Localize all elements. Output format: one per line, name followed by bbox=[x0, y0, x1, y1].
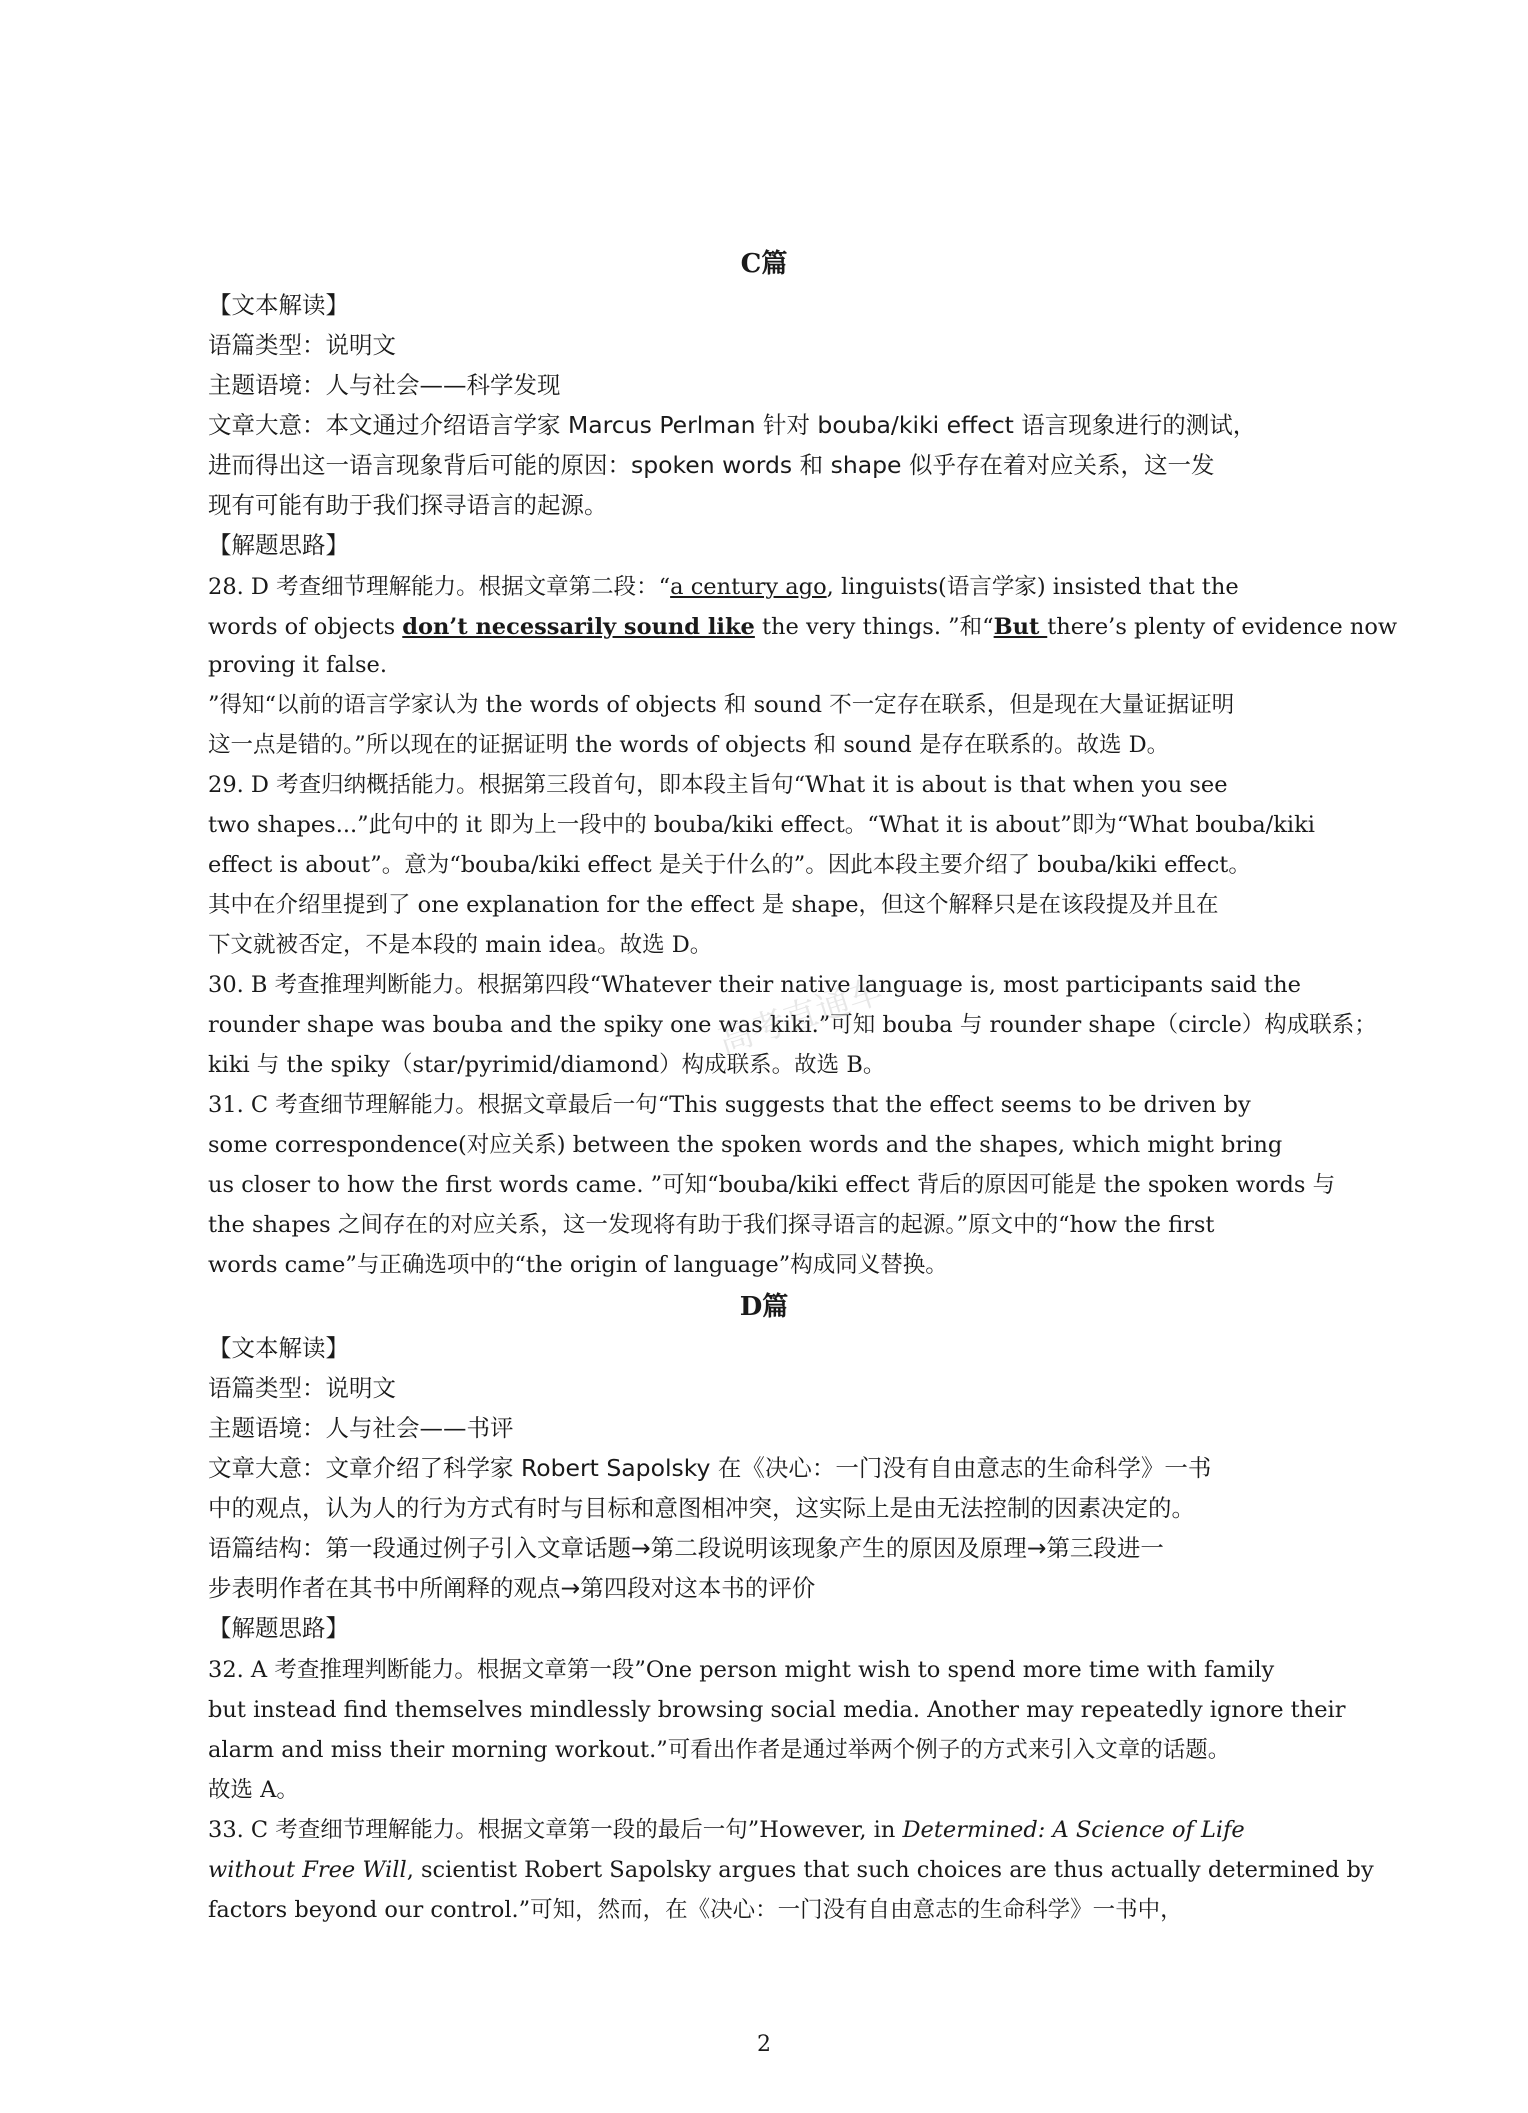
summary-line: 现有可能有助于我们探寻语言的起源。 bbox=[208, 491, 608, 519]
structure-line: 步表明作者在其书中所阐释的观点→第四段对这本书的评价 bbox=[208, 1574, 816, 1602]
text-interpretation-label: 【文本解读】 bbox=[208, 1334, 349, 1362]
q31-line: 31. C 考查细节理解能力。根据文章最后一句“This suggests that the effect seems to be driven by bbox=[208, 1092, 1251, 1118]
summary-line: 文章大意：本文通过介绍语言学家 Marcus Perlman 针对 bouba/kiki effect 语言现象进行的测试， bbox=[208, 411, 1257, 439]
summary-line: 进而得出这一语言现象背后可能的原因：spoken words 和 shape 似乎存在着对应关系，这一发 bbox=[208, 451, 1215, 479]
q32-line: but instead find themselves mindlessly browsing social media. Another may repeatedly ignore their bbox=[208, 1697, 1346, 1723]
q28-line: 28. D 考查细节理解能力。根据文章第二段：“a century ago, linguists(语言学家) insisted that the bbox=[208, 574, 1239, 600]
q31-line: us closer to how the first words came. ”可知“bouba/kiki effect 背后的原因可能是 the spoken words 与 bbox=[208, 1172, 1336, 1198]
q29-line: two shapes...”此句中的 it 即为上一段中的 bouba/kiki effect。“What it is about”即为“What bouba/kiki bbox=[208, 812, 1315, 838]
q28-line: ”得知“以前的语言学家认为 the words of objects 和 sound 不一定存在联系，但是现在大量证据证明 bbox=[208, 692, 1235, 718]
structure-line: 语篇结构：第一段通过例子引入文章话题→第二段说明该现象产生的原因及原理→第三段进一 bbox=[208, 1534, 1164, 1562]
q29-line: 29. D 考查归纳概括能力。根据第三段首句，即本段主旨句“What it is about is that when you see bbox=[208, 772, 1228, 798]
q30-line: kiki 与 the spiky（star/pyrimid/diamond）构成联系。故选 B。 bbox=[208, 1052, 886, 1078]
text-interpretation-label: 【文本解读】 bbox=[208, 291, 349, 319]
q29-line: effect is about”。意为“bouba/kiki effect 是关于什么的”。因此本段主要介绍了 bouba/kiki effect。 bbox=[208, 852, 1251, 878]
genre-line: 语篇类型：说明文 bbox=[208, 1374, 396, 1402]
genre-line: 语篇类型：说明文 bbox=[208, 331, 396, 359]
q32-line: 32. A 考查推理判断能力。根据文章第一段”One person might wish to spend more time with family bbox=[208, 1657, 1275, 1683]
quote-underline-bold: But bbox=[993, 614, 1048, 640]
quote-underline: a century ago bbox=[670, 574, 827, 600]
q31-line: words came”与正确选项中的“the origin of language”构成同义替换。 bbox=[208, 1252, 948, 1278]
watermark-logo: 高考直通车 bbox=[713, 971, 888, 1062]
section-c-heading: C篇 bbox=[740, 249, 788, 279]
theme-line: 主题语境：人与社会——书评 bbox=[208, 1414, 514, 1442]
q32-line: 故选 A。 bbox=[208, 1777, 299, 1803]
q31-line: the shapes 之间存在的对应关系，这一发现将有助于我们探寻语言的起源。”原文中的“how the first bbox=[208, 1212, 1215, 1238]
q30-line: 30. B 考查推理判断能力。根据第四段“Whatever their native language is, most participants said the bbox=[208, 972, 1301, 998]
summary-line: 文章大意：文章介绍了科学家 Robert Sapolsky 在《决心：一门没有自由意志的生命科学》一书 bbox=[208, 1454, 1212, 1482]
q33-line: factors beyond our control.”可知，然而，在《决心：一门没有自由意志的生命科学》一书中， bbox=[208, 1897, 1183, 1923]
book-title: without Free Will bbox=[208, 1857, 407, 1883]
q30-line: rounder shape was bouba and the spiky one was kiki.”可知 bouba 与 rounder shape（circle）构成联系； bbox=[208, 1012, 1377, 1038]
theme-line: 主题语境：人与社会——科学发现 bbox=[208, 371, 561, 399]
q28-line: words of objects don’t necessarily sound like the very things. ”和“But there’s plenty of evidence now bbox=[208, 614, 1398, 640]
q28-line: 这一点是错的。”所以现在的证据证明 the words of objects 和 sound 是存在联系的。故选 D。 bbox=[208, 732, 1170, 758]
q33-line: without Free Will, scientist Robert Sapolsky argues that such choices are thus actually determined by bbox=[208, 1857, 1374, 1883]
book-title: Determined: A Science of Life bbox=[902, 1817, 1245, 1843]
page-number: 2 bbox=[757, 2032, 771, 2057]
q29-line: 其中在介绍里提到了 one explanation for the effect 是 shape，但这个解释只是在该段提及并且在 bbox=[208, 892, 1219, 918]
q32-line: alarm and miss their morning workout.”可看出作者是通过举两个例子的方式来引入文章的话题。 bbox=[208, 1737, 1231, 1763]
q29-line: 下文就被否定，不是本段的 main idea。故选 D。 bbox=[208, 932, 713, 958]
quote-underline-bold: don’t necessarily sound like bbox=[402, 614, 755, 640]
q28-line: proving it false. bbox=[208, 652, 388, 678]
q31-line: some correspondence(对应关系) between the spoken words and the shapes, which might bring bbox=[208, 1132, 1283, 1158]
solution-label: 【解题思路】 bbox=[208, 531, 349, 559]
section-d-heading: D篇 bbox=[739, 1292, 789, 1322]
q33-line: 33. C 考查细节理解能力。根据文章第一段的最后一句”However, in Determined: A Science of Life bbox=[208, 1817, 1245, 1843]
solution-label: 【解题思路】 bbox=[208, 1614, 349, 1642]
summary-line: 中的观点，认为人的行为方式有时与目标和意图相冲突，这实际上是由无法控制的因素决定的。 bbox=[208, 1494, 1195, 1522]
